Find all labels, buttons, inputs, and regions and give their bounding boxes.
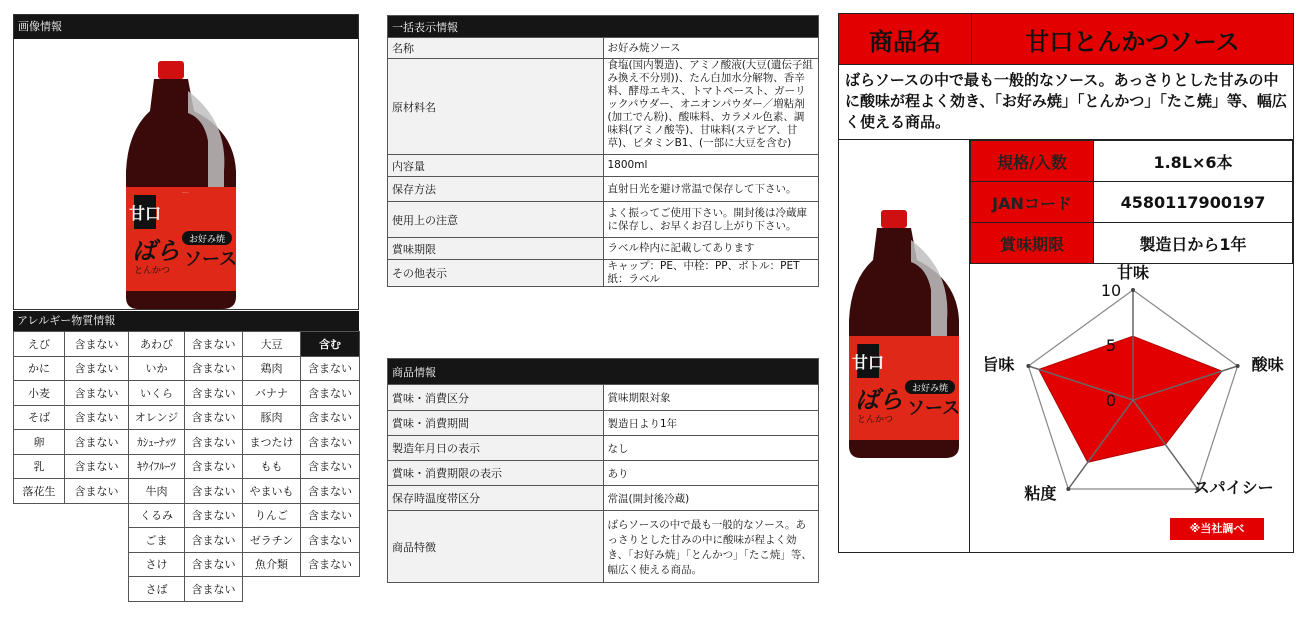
product-info-table	[387, 358, 819, 583]
allergy-empty	[14, 552, 65, 577]
label-info-key: 保存方法	[388, 177, 604, 202]
allergen-status: 含まない	[185, 528, 243, 553]
allergen-status: 含まない	[185, 577, 243, 602]
allergy-empty	[65, 552, 129, 577]
spec-row	[971, 223, 1293, 264]
allergy-row	[14, 577, 360, 602]
allergen-name: りんご	[243, 503, 301, 528]
label-info-key: 原材料名	[388, 59, 604, 155]
allergen-status: 含まない	[185, 503, 243, 528]
radar-axis-label: 旨味	[982, 355, 1015, 375]
product-info-row	[388, 461, 819, 486]
product-name-row	[839, 14, 1293, 65]
allergen-name: まつたけ	[243, 430, 301, 455]
allergen-status: 含まない	[301, 405, 360, 430]
allergen-name: いくら	[129, 381, 185, 406]
product-info-key: 賞味・消費区分	[388, 385, 604, 411]
allergen-name: さけ	[129, 552, 185, 577]
allergy-empty	[301, 577, 360, 602]
radar-scale-label: 10	[1100, 281, 1122, 300]
allergy-empty	[65, 577, 129, 602]
product-info-row	[388, 436, 819, 461]
sauce-bottle-icon	[847, 180, 963, 490]
radar-axis-label: 甘味	[1116, 263, 1150, 282]
radar-axis-end	[1236, 364, 1240, 368]
bottle-okonomi: お好み焼	[188, 235, 226, 245]
radar-axis-end	[1026, 364, 1030, 368]
allergen-status: 含まない	[185, 430, 243, 455]
allergen-name: 牛肉	[129, 479, 185, 504]
allergy-title: アレルギー物質情報	[13, 311, 359, 331]
allergen-status: 含まない	[185, 454, 243, 479]
allergy-row	[14, 479, 360, 504]
product-info-row	[388, 411, 819, 436]
sauce-bottle-icon	[124, 61, 240, 311]
bottle-brand: ROSE SAUCE	[182, 193, 189, 194]
allergen-status: 含まない	[185, 552, 243, 577]
allergen-status: 含まない	[65, 332, 129, 357]
product-info-value: ばらソースの中で最も一般的なソース。あっさりとした甘みの中に酸味が程よく効き、「お好み焼」「とんかつ」「たこ焼」等、幅広く使える商品。	[603, 511, 819, 583]
bottle-bara: ばら	[132, 237, 180, 265]
bottle-amakuchi: 甘口	[851, 353, 885, 372]
spec-table	[970, 140, 1293, 264]
product-info-key: 商品特徴	[388, 511, 604, 583]
allergen-name: ｶｼｭｰﾅｯﾂ	[129, 430, 185, 455]
bottle-tonkatsu: とんかつ	[134, 266, 171, 276]
allergy-empty	[243, 577, 301, 602]
spec-row	[971, 141, 1293, 182]
product-card	[838, 13, 1294, 553]
allergen-name: そば	[14, 405, 65, 430]
label-info-title: 一括表示情報	[388, 16, 819, 38]
label-info-row	[388, 155, 819, 177]
allergen-name: くるみ	[129, 503, 185, 528]
allergen-name: オレンジ	[129, 405, 185, 430]
allergy-section	[13, 311, 360, 602]
product-info-value: 常温(開封後冷蔵)	[603, 486, 819, 511]
allergen-name: バナナ	[243, 381, 301, 406]
allergen-status: 含まない	[185, 381, 243, 406]
label-info-row	[388, 38, 819, 59]
allergy-row	[14, 332, 360, 357]
product-description: ばらソースの中で最も一般的なソース。あっさりとした甘みの中に酸味が程よく効き、「お好み焼」「とんかつ」「たこ焼」等、幅広く使える商品。	[839, 65, 1293, 140]
allergen-status: 含まない	[301, 356, 360, 381]
label-info-value: ラベル枠内に記載してあります	[603, 238, 819, 260]
allergy-table	[13, 331, 360, 602]
allergen-status: 含まない	[65, 405, 129, 430]
bottle-bara: ばら	[855, 386, 903, 414]
allergen-status: 含まない	[301, 528, 360, 553]
radar-axis-label: スパイシー	[1193, 477, 1274, 497]
product-info-key: 保存時温度帯区分	[388, 486, 604, 511]
survey-note: ※当社調べ	[1170, 518, 1264, 540]
allergen-name: もも	[243, 454, 301, 479]
allergen-name: かに	[14, 356, 65, 381]
allergy-row	[14, 552, 360, 577]
allergen-name: 魚介類	[243, 552, 301, 577]
allergen-status: 含まない	[301, 430, 360, 455]
product-info-title: 商品情報	[388, 359, 819, 385]
label-info-row	[388, 238, 819, 260]
radar-scale-label: 5	[1105, 336, 1117, 355]
allergen-name: さば	[129, 577, 185, 602]
bottle-amakuchi: 甘口	[128, 204, 162, 223]
bottle-sauce: ソース	[184, 249, 238, 270]
allergy-row	[14, 454, 360, 479]
radar-axis-label: 酸味	[1251, 355, 1284, 375]
label-info-value: お好み焼ソース	[603, 38, 819, 59]
product-info-key: 製造年月日の表示	[388, 436, 604, 461]
allergen-status: 含まない	[185, 356, 243, 381]
allergy-row	[14, 430, 360, 455]
product-info-row	[388, 511, 819, 583]
product-info-row	[388, 486, 819, 511]
allergen-name: いか	[129, 356, 185, 381]
allergy-empty	[14, 528, 65, 553]
label-info-row	[388, 177, 819, 202]
label-info-value: よく振ってご使用下さい。開封後は冷蔵庫に保存し、お早くお召し上がり下さい。	[603, 202, 819, 238]
product-info-row	[388, 385, 819, 411]
label-info-value: 直射日光を避け常温で保存して下さい。	[603, 177, 819, 202]
taste-radar-chart	[970, 260, 1293, 553]
radar-axis-end	[1131, 288, 1135, 292]
label-info-row	[388, 59, 819, 155]
allergen-name: ゼラチン	[243, 528, 301, 553]
allergen-name: 大豆	[243, 332, 301, 357]
spec-value: 製造日から1年	[1094, 223, 1293, 264]
label-info-value: 1800ml	[603, 155, 819, 177]
product-name-value: 甘口とんかつソース	[972, 14, 1293, 64]
allergen-name: やまいも	[243, 479, 301, 504]
allergen-name: 豚肉	[243, 405, 301, 430]
allergy-empty	[65, 503, 129, 528]
label-info-row	[388, 260, 819, 287]
label-info-key: 使用上の注意	[388, 202, 604, 238]
spec-row	[971, 182, 1293, 223]
allergy-row	[14, 356, 360, 381]
allergen-status: 含まない	[185, 479, 243, 504]
allergen-status: 含まない	[185, 332, 243, 357]
allergen-name: 乳	[14, 454, 65, 479]
product-info-value: 賞味期限対象	[603, 385, 819, 411]
allergy-empty	[14, 503, 65, 528]
label-info-value: 食塩(国内製造)、アミノ酸液(大豆(遺伝子組み換え不分別))、たん白加水分解物、香辛料、酵母エキス、トマトペースト、ガーリックパウダー、オニオンパウダー／増粘剤(加工でん粉)、酸味料、カラメル色素、調味料(アミノ酸等)、甘味料(ステビア、甘草)、ビタミンB1、(一部に大豆を含む)	[603, 59, 819, 155]
allergen-name: ごま	[129, 528, 185, 553]
spec-key: 賞味期限	[971, 223, 1094, 264]
product-photo	[839, 140, 970, 553]
spec-key: JANコード	[971, 182, 1094, 223]
allergy-row	[14, 503, 360, 528]
radar-axis-label: 粘度	[1024, 483, 1057, 503]
product-info-value: なし	[603, 436, 819, 461]
allergy-row	[14, 381, 360, 406]
label-info-key: その他表示	[388, 260, 604, 287]
allergen-status: 含まない	[301, 454, 360, 479]
image-info-title: 画像情報	[14, 15, 358, 39]
spec-value: 4580117900197	[1094, 182, 1293, 223]
image-info-panel	[13, 14, 359, 310]
allergen-status: 含まない	[301, 479, 360, 504]
product-info-value: あり	[603, 461, 819, 486]
allergen-status: 含まない	[65, 479, 129, 504]
allergen-status: 含まない	[65, 356, 129, 381]
allergen-status: 含まない	[301, 552, 360, 577]
radar-scale-label: 0	[1105, 391, 1117, 410]
allergen-name: あわび	[129, 332, 185, 357]
label-info-table	[387, 15, 819, 287]
spec-value: 1.8L×6本	[1094, 141, 1293, 182]
label-info-value: キャップ：PE、中栓：PP、ボトル：PET 紙：ラベル	[603, 260, 819, 287]
allergen-name: ｷｳｲﾌﾙｰﾂ	[129, 454, 185, 479]
allergy-empty	[65, 528, 129, 553]
allergen-status: 含まない	[65, 454, 129, 479]
product-info-key: 賞味・消費期間	[388, 411, 604, 436]
allergen-name: 小麦	[14, 381, 65, 406]
allergen-name: 卵	[14, 430, 65, 455]
allergen-status: 含む	[301, 332, 360, 357]
bottle-sauce: ソース	[907, 398, 961, 419]
allergy-row	[14, 528, 360, 553]
label-info-row	[388, 202, 819, 238]
allergen-name: 落花生	[14, 479, 65, 504]
product-info-value: 製造日より1年	[603, 411, 819, 436]
product-info-key: 賞味・消費期限の表示	[388, 461, 604, 486]
allergen-status: 含まない	[301, 503, 360, 528]
allergy-empty	[14, 577, 65, 602]
allergen-name: 鶏肉	[243, 356, 301, 381]
label-info-key: 内容量	[388, 155, 604, 177]
product-image	[124, 61, 240, 315]
radar-axis-end	[1066, 487, 1070, 491]
allergen-status: 含まない	[185, 405, 243, 430]
allergen-status: 含まない	[65, 430, 129, 455]
allergen-status: 含まない	[65, 381, 129, 406]
label-info-key: 名称	[388, 38, 604, 59]
bottle-okonomi: お好み焼	[911, 384, 949, 394]
allergen-name: えび	[14, 332, 65, 357]
allergen-status: 含まない	[301, 381, 360, 406]
product-name-label: 商品名	[839, 14, 972, 64]
label-info-key: 賞味期限	[388, 238, 604, 260]
allergy-row	[14, 405, 360, 430]
bottle-tonkatsu: とんかつ	[857, 415, 894, 425]
spec-key: 規格/入数	[971, 141, 1094, 182]
